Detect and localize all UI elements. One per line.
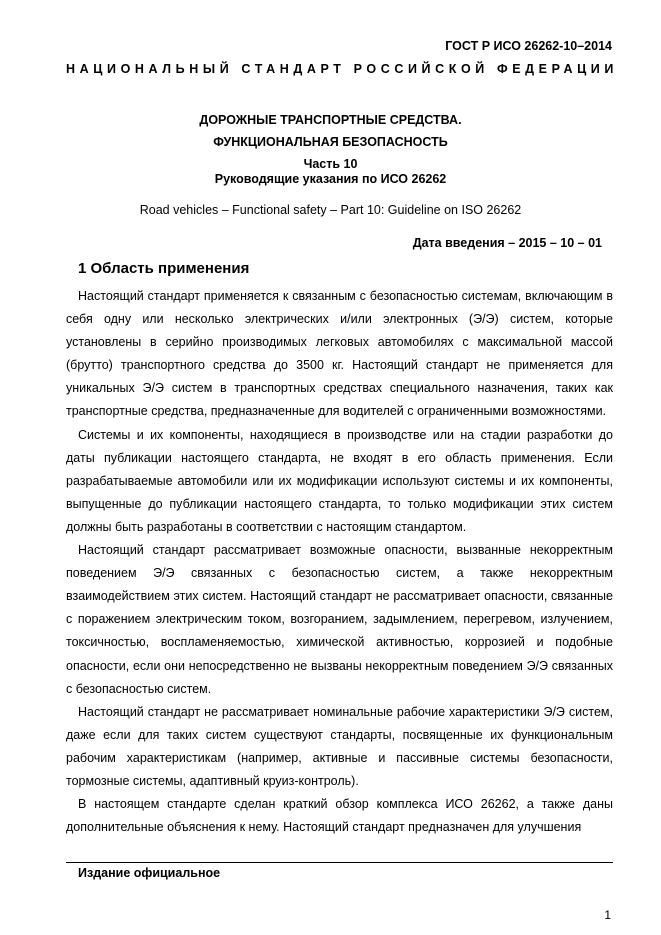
page-number: 1 [604, 908, 611, 922]
paragraph: Системы и их компоненты, находящиеся в производстве или на стадии разработки до даты публикации настоящего стандарта, не входят в его область применения. Если разрабатываемые автомобили или их модификации используют системы и их компоненты, выпущенные до публикации настоящего стандарта, то только модификации этих систем должны быть разработаны в соответствии с настоящим стандартом. [66, 427, 613, 534]
paragraph: В настоящем стандарте сделан краткий обзор комплекса ИСО 26262, а также даны дополнительные объяснения к нему. Настоящий стандарт предназначен для улучшения [66, 797, 613, 835]
section-heading: 1 Область применения [78, 260, 250, 277]
introduction-date: Дата введения – 2015 – 10 – 01 [412, 236, 602, 250]
national-standard-title: НАЦИОНАЛЬНЫЙ СТАНДАРТ РОССИЙСКОЙ ФЕДЕРАЦИИ [66, 62, 618, 76]
body-text [66, 285, 613, 839]
title-line-1: ДОРОЖНЫЕ ТРАНСПОРТНЫЕ СРЕДСТВА. [199, 113, 462, 127]
paragraph: Настоящий стандарт не рассматривает номинальные рабочие характеристики Э/Э систем, даже если для таких систем существуют стандарты, посвященные их функциональным рабочим характеристикам (например, активные и пассивные системы безопасности, тормозные системы, адаптивный круиз-контроль). [66, 704, 613, 788]
footer-divider [66, 862, 613, 863]
official-edition-label: Издание официальное [78, 866, 221, 880]
part-label: Часть 10 [303, 157, 358, 171]
paragraph: Настоящий стандарт применяется к связанным с безопасностью системам, включающим в себя одну или несколько электрических и/или электронных (Э/Э) систем, которые установлены в серийно производимых легковых автомобилях с максимальной массой (брутто) транспортного средства до 3500 кг. Настоящий стандарт не применяется для уникальных Э/Э систем в транспортных средствах специального назначения, таких как транспортные средства, предназначенные для водителей с ограниченными возможностями. [66, 289, 613, 419]
document-number: ГОСТ Р ИСО 26262-10–2014 [445, 39, 612, 53]
english-title: Road vehicles – Functional safety – Part 10: Guideline on ISO 26262 [139, 203, 522, 217]
part-title: Руководящие указания по ИСО 26262 [214, 172, 447, 186]
paragraph: Настоящий стандарт рассматривает возможные опасности, вызванные некорректным поведением Э/Э связанных с безопасностью систем, а также некорректным взаимодействием этих систем. Настоящий стандарт не рассматривает опасности, связанные с поражением электрическим током, возгоранием, задымлением, перегревом, излучением, токсичностью, воспламеняемостью, химической активностью, коррозией и подобные опасности, если они непосредственно не вызваны некорректным поведением Э/Э связанных с безопасностью систем. [66, 543, 613, 696]
title-line-2: ФУНКЦИОНАЛЬНАЯ БЕЗОПАСНОСТЬ [213, 135, 448, 149]
